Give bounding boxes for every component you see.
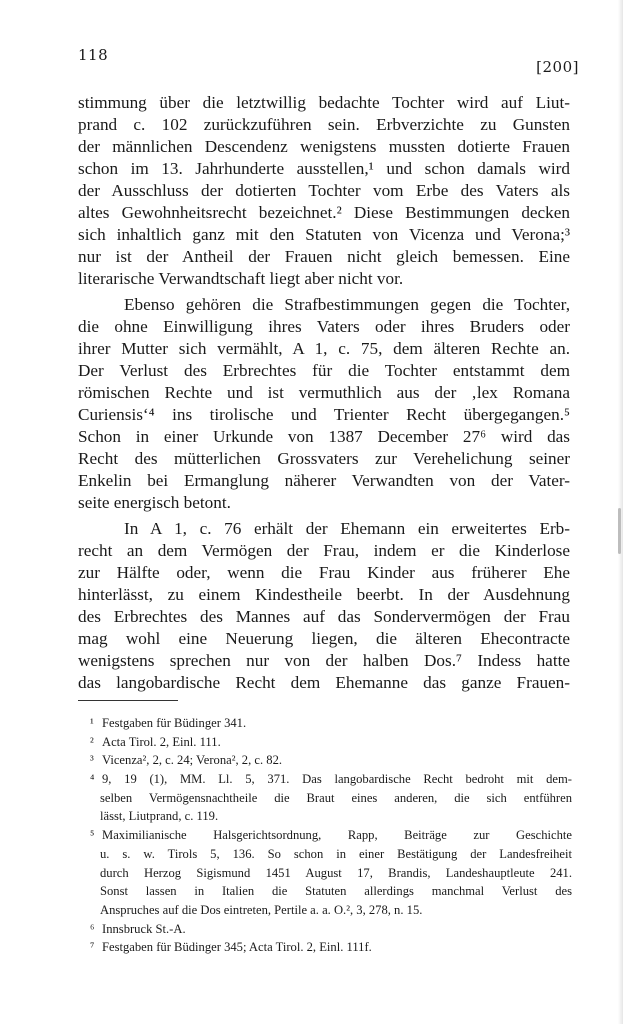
body-text	[78, 92, 570, 694]
footnote-marker: ⁶	[90, 921, 95, 936]
bracket-page-reference: [200]	[536, 58, 579, 76]
page-number: 118	[78, 46, 109, 64]
footnote-continuation: Anspruches auf die Dos eintreten, Pertile a. a. O.², 3, 278, n. 15.	[100, 902, 423, 917]
footnote-continuation: selben Vermögensnachtheile die Braut eines anderen, die sich entführen	[100, 790, 572, 805]
footnote	[90, 770, 572, 789]
footnote-continuation: durch Herzog Sigismund 1451 August 17, Brandis, Landeshauptleute 241.	[100, 865, 572, 880]
text-line: In A 1, c. 76 erhält der Ehemann ein erweitertes Erb-	[124, 519, 570, 538]
footnote-marker: ⁵	[90, 828, 95, 843]
footnote-text: Festgaben für Büdinger 341.	[102, 716, 247, 730]
text-line: stimmung über die letztwillig bedachte Tochter wird auf Liut-	[78, 93, 570, 112]
text-line: hinterlässt, zu einem Kindestheile beerbt. In der Ausdehnung	[78, 585, 570, 604]
footnote	[90, 826, 572, 845]
text-line: nur ist der Antheil der Frauen nicht gleich bemessen. Eine	[78, 247, 570, 266]
text-line: Ebenso gehören die Strafbestimmungen gegen die Tochter,	[124, 295, 570, 314]
footnote-divider	[78, 700, 178, 701]
text-line: Recht des mütterlichen Grossvaters zur Verehelichung seiner	[78, 449, 570, 468]
footnote	[90, 714, 572, 733]
text-line: wenigstens sprechen nur von der halben Dos.⁷ Indess hatte	[78, 651, 570, 670]
text-line: prand c. 102 zurückzuführen sein. Erbverzichte zu Gunsten	[78, 115, 570, 134]
footnote-text: Vicenza², 2, c. 24; Verona², 2, c. 82.	[102, 753, 283, 768]
text-line: die ohne Einwilligung ihres Vaters oder ihres Bruders oder	[78, 317, 570, 336]
footnote	[90, 938, 572, 957]
text-line: zur Hälfte oder, wenn die Frau Kinder aus früherer Ehe	[78, 563, 570, 582]
page-edge-mark	[618, 508, 621, 554]
text-line: altes Gewohnheitsrecht bezeichnet.² Diese Bestimmungen decken	[78, 203, 570, 222]
text-line: Curiensis‘⁴ ins tirolische und Trienter Recht übergegangen.⁵	[78, 405, 570, 424]
text-line: der männlichen Descendenz wenigstens mussten dotierte Frauen	[78, 137, 570, 156]
footnote	[90, 733, 572, 752]
text-line: der Ausschluss der dotierten Tochter vom Erbe des Vaters als	[78, 181, 570, 200]
footnote-marker: ³	[90, 753, 94, 768]
footnote-marker: ²	[90, 734, 94, 749]
footnote-text: Maximilianische Halsgerichtsordnung, Rapp, Beiträge zur Geschichte	[102, 828, 572, 843]
text-line: seite energisch betont.	[78, 493, 231, 512]
text-line: schon im 13. Jahrhunderte ausstellen,¹ und schon damals wird	[78, 159, 570, 178]
footnote	[90, 751, 572, 770]
footnote-text: Festgaben für Büdinger 345; Acta Tirol. 2, Einl. 111f.	[102, 940, 372, 955]
text-line: Schon in einer Urkunde von 1387 December 27⁶ wird das	[78, 427, 570, 446]
footnote-marker: ⁷	[90, 940, 95, 955]
footnote-continuation: Sonst lassen in Italien die Statuten allerdings manchmal Verlust des	[100, 884, 572, 899]
text-line: das langobardische Recht dem Ehemanne das ganze Frauen-	[78, 673, 570, 692]
footnote-continuation: lässt, Liutprand, c. 119.	[100, 809, 219, 824]
footnote-continuation: u. s. w. Tirols 5, 136. So schon in einer Bestätigung der Landesfreiheit	[100, 846, 572, 861]
footnote-text: Innsbruck St.-A.	[102, 921, 186, 936]
text-line: römischen Rechte und ist vermuthlich aus der ‚lex Romana	[78, 383, 570, 402]
footnote	[90, 920, 572, 939]
footnote-marker: ⁴	[90, 772, 95, 787]
text-line: recht an dem Vermögen der Frau, indem er die Kinderlose	[78, 541, 570, 560]
footnote-text: Acta Tirol. 2, Einl. 111.	[102, 734, 221, 749]
text-line: ihrer Mutter sich vermählt, A 1, c. 75, dem älteren Rechte an.	[78, 339, 570, 358]
footnote-text: 9, 19 (1), MM. Ll. 5, 371. Das langobardische Recht bedroht mit dem-	[102, 772, 572, 787]
footnotes	[90, 714, 572, 957]
text-line: des Erbrechtes des Mannes auf das Sondervermögen der Frau	[78, 607, 570, 626]
text-line: mag wohl eine Neuerung liegen, die älteren Ehecontracte	[78, 629, 570, 648]
text-line: literarische Verwandtschaft liegt aber nicht vor.	[78, 269, 404, 288]
footnote-marker: ¹	[90, 716, 94, 730]
text-line: sich inhaltlich ganz mit den Statuten von Vicenza und Verona;³	[78, 225, 570, 244]
text-line: Der Verlust des Erbrechtes für die Tochter entstammt dem	[78, 361, 570, 380]
text-line: Enkelin bei Ermanglung näherer Verwandten von der Vater-	[78, 471, 570, 490]
